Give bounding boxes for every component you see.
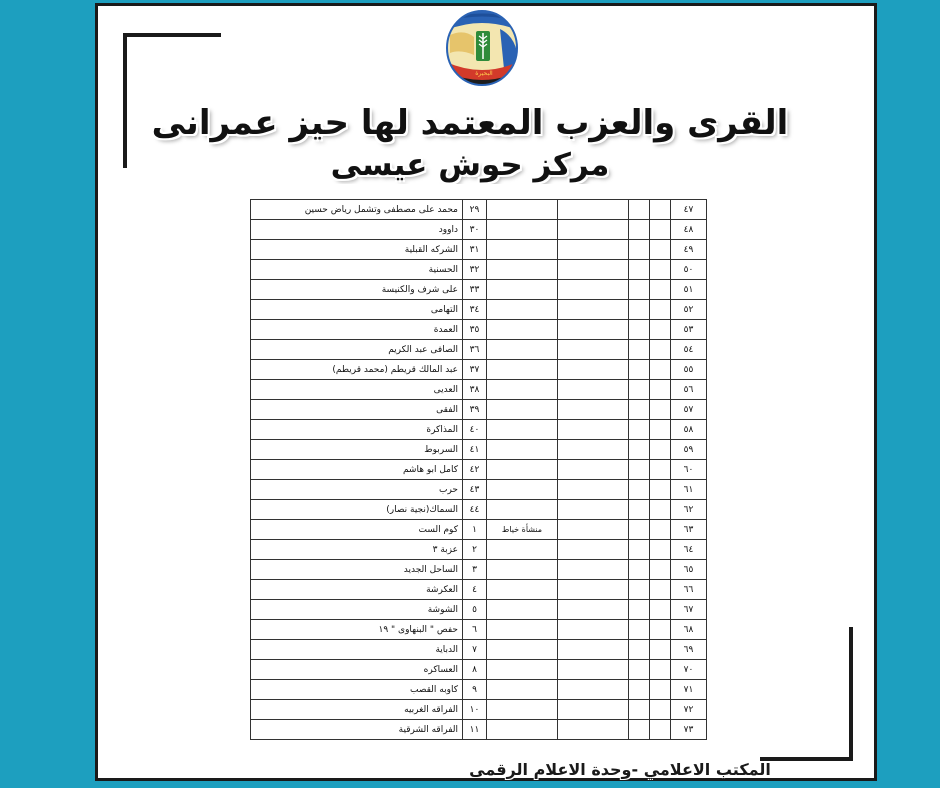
table-row xyxy=(251,660,707,680)
village-name-cell: الفراقه الشرقية xyxy=(251,720,463,740)
empty-cell xyxy=(650,340,671,360)
sequence-cell: ٥ xyxy=(463,600,487,620)
table-row xyxy=(251,300,707,320)
empty-cell xyxy=(629,360,650,380)
empty-cell xyxy=(629,540,650,560)
parent-unit-cell: منشأة خياط xyxy=(487,520,558,540)
empty-cell xyxy=(558,460,629,480)
table-row xyxy=(251,280,707,300)
empty-cell xyxy=(558,720,629,740)
parent-unit-cell xyxy=(487,540,558,560)
empty-cell xyxy=(650,460,671,480)
table-row xyxy=(251,520,707,540)
parent-unit-cell xyxy=(487,620,558,640)
sequence-cell: ٤٤ xyxy=(463,500,487,520)
empty-cell xyxy=(650,700,671,720)
empty-cell xyxy=(558,300,629,320)
table-row xyxy=(251,620,707,640)
table-row xyxy=(251,320,707,340)
table-row xyxy=(251,580,707,600)
empty-cell xyxy=(629,320,650,340)
parent-unit-cell xyxy=(487,320,558,340)
empty-cell xyxy=(558,520,629,540)
row-number-cell: ٤٩ xyxy=(671,240,707,260)
sequence-cell: ٣٨ xyxy=(463,380,487,400)
empty-cell xyxy=(558,320,629,340)
table-row xyxy=(251,720,707,740)
parent-unit-cell xyxy=(487,660,558,680)
sequence-cell: ٢ xyxy=(463,540,487,560)
sequence-cell: ٤ xyxy=(463,580,487,600)
sequence-cell: ٣٤ xyxy=(463,300,487,320)
empty-cell xyxy=(558,540,629,560)
empty-cell xyxy=(650,200,671,220)
sequence-cell: ٣٩ xyxy=(463,400,487,420)
corner-bracket-bottom-right-vertical xyxy=(849,627,853,761)
table-row xyxy=(251,260,707,280)
parent-unit-cell xyxy=(487,260,558,280)
empty-cell xyxy=(558,380,629,400)
village-name-cell: الساحل الجديد xyxy=(251,560,463,580)
village-name-cell: على شرف والكنيسة xyxy=(251,280,463,300)
village-name-cell: الصافى عبد الكريم xyxy=(251,340,463,360)
parent-unit-cell xyxy=(487,340,558,360)
table-row xyxy=(251,500,707,520)
empty-cell xyxy=(650,240,671,260)
empty-cell xyxy=(629,420,650,440)
parent-unit-cell xyxy=(487,680,558,700)
sequence-cell: ٤٣ xyxy=(463,480,487,500)
empty-cell xyxy=(629,300,650,320)
row-number-cell: ٦٦ xyxy=(671,580,707,600)
parent-unit-cell xyxy=(487,500,558,520)
empty-cell xyxy=(650,500,671,520)
empty-cell xyxy=(650,220,671,240)
parent-unit-cell xyxy=(487,600,558,620)
empty-cell xyxy=(558,360,629,380)
table-row xyxy=(251,420,707,440)
table-row xyxy=(251,460,707,480)
sequence-cell: ٣ xyxy=(463,560,487,580)
scanned-document xyxy=(212,184,728,756)
table-row xyxy=(251,380,707,400)
village-name-cell: كوم الست xyxy=(251,520,463,540)
village-name-cell: كامل ابو هاشم xyxy=(251,460,463,480)
table-row xyxy=(251,640,707,660)
sequence-cell: ٧ xyxy=(463,640,487,660)
sequence-cell: ٤٢ xyxy=(463,460,487,480)
parent-unit-cell xyxy=(487,220,558,240)
empty-cell xyxy=(558,620,629,640)
sequence-cell: ٣١ xyxy=(463,240,487,260)
parent-unit-cell xyxy=(487,240,558,260)
table-row xyxy=(251,680,707,700)
parent-unit-cell xyxy=(487,400,558,420)
empty-cell xyxy=(558,240,629,260)
table-row xyxy=(251,340,707,360)
village-name-cell: الشركه القبلية xyxy=(251,240,463,260)
empty-cell xyxy=(629,480,650,500)
page-title: القرى والعزب المعتمد لها حيز عمرانى xyxy=(151,103,789,143)
table-row xyxy=(251,360,707,380)
parent-unit-cell xyxy=(487,280,558,300)
village-name-cell: العديى xyxy=(251,380,463,400)
sequence-cell: ٣٧ xyxy=(463,360,487,380)
row-number-cell: ٧٠ xyxy=(671,660,707,680)
empty-cell xyxy=(629,400,650,420)
logo-caption: البحيرة xyxy=(475,70,493,77)
row-number-cell: ٥٩ xyxy=(671,440,707,460)
row-number-cell: ٥٨ xyxy=(671,420,707,440)
empty-cell xyxy=(650,640,671,660)
row-number-cell: ٦٩ xyxy=(671,640,707,660)
parent-unit-cell xyxy=(487,200,558,220)
village-name-cell: الشوشة xyxy=(251,600,463,620)
parent-unit-cell xyxy=(487,480,558,500)
table-row xyxy=(251,200,707,220)
parent-unit-cell xyxy=(487,380,558,400)
row-number-cell: ٥٤ xyxy=(671,340,707,360)
sequence-cell: ٤١ xyxy=(463,440,487,460)
row-number-cell: ٦٥ xyxy=(671,560,707,580)
sequence-cell: ٨ xyxy=(463,660,487,680)
empty-cell xyxy=(629,440,650,460)
empty-cell xyxy=(558,680,629,700)
row-number-cell: ٦٠ xyxy=(671,460,707,480)
empty-cell xyxy=(650,300,671,320)
sequence-cell: ٣٠ xyxy=(463,220,487,240)
row-number-cell: ٥٣ xyxy=(671,320,707,340)
empty-cell xyxy=(629,560,650,580)
table-row xyxy=(251,560,707,580)
row-number-cell: ٧١ xyxy=(671,680,707,700)
sequence-cell: ٩ xyxy=(463,680,487,700)
empty-cell xyxy=(629,260,650,280)
village-name-cell: العكرشة xyxy=(251,580,463,600)
sequence-cell: ٤٠ xyxy=(463,420,487,440)
empty-cell xyxy=(650,440,671,460)
village-name-cell: العمدة xyxy=(251,320,463,340)
empty-cell xyxy=(558,500,629,520)
empty-cell xyxy=(650,400,671,420)
empty-cell xyxy=(629,700,650,720)
villages-table xyxy=(250,199,707,740)
village-name-cell: التهامى xyxy=(251,300,463,320)
empty-cell xyxy=(558,400,629,420)
row-number-cell: ٧٣ xyxy=(671,720,707,740)
page-subtitle: مركز حوش عيسى xyxy=(330,147,610,183)
empty-cell xyxy=(629,340,650,360)
parent-unit-cell xyxy=(487,300,558,320)
row-number-cell: ٤٧ xyxy=(671,200,707,220)
village-name-cell: السماك(نجية نصار) xyxy=(251,500,463,520)
village-name-cell: المذاكرة xyxy=(251,420,463,440)
sequence-cell: ١٠ xyxy=(463,700,487,720)
sequence-cell: ٦ xyxy=(463,620,487,640)
empty-cell xyxy=(629,580,650,600)
empty-cell xyxy=(650,720,671,740)
table-row xyxy=(251,700,707,720)
row-number-cell: ٦١ xyxy=(671,480,707,500)
sequence-cell: ٢٩ xyxy=(463,200,487,220)
empty-cell xyxy=(629,600,650,620)
empty-cell xyxy=(650,620,671,640)
empty-cell xyxy=(650,280,671,300)
row-number-cell: ٥٠ xyxy=(671,260,707,280)
parent-unit-cell xyxy=(487,640,558,660)
empty-cell xyxy=(558,580,629,600)
empty-cell xyxy=(650,260,671,280)
sequence-cell: ١١ xyxy=(463,720,487,740)
parent-unit-cell xyxy=(487,700,558,720)
village-name-cell: حرب xyxy=(251,480,463,500)
empty-cell xyxy=(558,480,629,500)
empty-cell xyxy=(650,520,671,540)
empty-cell xyxy=(629,200,650,220)
village-name-cell: الدباية xyxy=(251,640,463,660)
empty-cell xyxy=(558,420,629,440)
empty-cell xyxy=(629,380,650,400)
empty-cell xyxy=(558,260,629,280)
sequence-cell: ٣٦ xyxy=(463,340,487,360)
empty-cell xyxy=(650,600,671,620)
empty-cell xyxy=(558,440,629,460)
parent-unit-cell xyxy=(487,580,558,600)
village-name-cell: كاوبه القصب xyxy=(251,680,463,700)
footer-credit: المكتب الاعلامي -وحدة الاعلام الرقمى xyxy=(469,760,771,779)
empty-cell xyxy=(558,600,629,620)
empty-cell xyxy=(650,540,671,560)
parent-unit-cell xyxy=(487,440,558,460)
row-number-cell: ٥٢ xyxy=(671,300,707,320)
empty-cell xyxy=(558,640,629,660)
row-number-cell: ٦٤ xyxy=(671,540,707,560)
empty-cell xyxy=(629,220,650,240)
empty-cell xyxy=(650,560,671,580)
table-row xyxy=(251,220,707,240)
empty-cell xyxy=(629,720,650,740)
table-row xyxy=(251,540,707,560)
table-row xyxy=(251,480,707,500)
village-name-cell: عزبة ٣ xyxy=(251,540,463,560)
empty-cell xyxy=(629,240,650,260)
empty-cell xyxy=(558,220,629,240)
empty-cell xyxy=(558,340,629,360)
parent-unit-cell xyxy=(487,360,558,380)
row-number-cell: ٦٧ xyxy=(671,600,707,620)
village-name-cell: عبد المالك قريطم (محمد قريطم) xyxy=(251,360,463,380)
row-number-cell: ٥٥ xyxy=(671,360,707,380)
row-number-cell: ٤٨ xyxy=(671,220,707,240)
empty-cell xyxy=(650,380,671,400)
village-name-cell: محمد على مصطفى وتشمل رياض حسين xyxy=(251,200,463,220)
empty-cell xyxy=(650,360,671,380)
row-number-cell: ٦٢ xyxy=(671,500,707,520)
corner-bracket-top-left xyxy=(123,33,221,37)
empty-cell xyxy=(629,640,650,660)
table-row xyxy=(251,240,707,260)
empty-cell xyxy=(629,500,650,520)
empty-cell xyxy=(558,280,629,300)
empty-cell xyxy=(629,520,650,540)
empty-cell xyxy=(650,480,671,500)
empty-cell xyxy=(650,660,671,680)
empty-cell xyxy=(629,680,650,700)
village-name-cell: العساكره xyxy=(251,660,463,680)
empty-cell xyxy=(629,660,650,680)
empty-cell xyxy=(558,660,629,680)
sequence-cell: ٣٢ xyxy=(463,260,487,280)
village-name-cell: داوود xyxy=(251,220,463,240)
row-number-cell: ٦٨ xyxy=(671,620,707,640)
empty-cell xyxy=(650,320,671,340)
row-number-cell: ٥٧ xyxy=(671,400,707,420)
table-row xyxy=(251,440,707,460)
row-number-cell: ٧٢ xyxy=(671,700,707,720)
empty-cell xyxy=(650,580,671,600)
empty-cell xyxy=(558,560,629,580)
table-row xyxy=(251,400,707,420)
village-name-cell: الحسنية xyxy=(251,260,463,280)
governorate-logo xyxy=(444,9,520,89)
empty-cell xyxy=(558,700,629,720)
village-name-cell: الفراقه الغربيه xyxy=(251,700,463,720)
sequence-cell: ١ xyxy=(463,520,487,540)
empty-cell xyxy=(629,280,650,300)
parent-unit-cell xyxy=(487,420,558,440)
empty-cell xyxy=(629,620,650,640)
empty-cell xyxy=(650,420,671,440)
sequence-cell: ٣٣ xyxy=(463,280,487,300)
village-name-cell: السربوط xyxy=(251,440,463,460)
parent-unit-cell xyxy=(487,560,558,580)
village-name-cell: الفقى xyxy=(251,400,463,420)
row-number-cell: ٥١ xyxy=(671,280,707,300)
empty-cell xyxy=(650,680,671,700)
empty-cell xyxy=(629,460,650,480)
row-number-cell: ٦٣ xyxy=(671,520,707,540)
empty-cell xyxy=(558,200,629,220)
row-number-cell: ٥٦ xyxy=(671,380,707,400)
parent-unit-cell xyxy=(487,720,558,740)
sequence-cell: ٣٥ xyxy=(463,320,487,340)
village-name-cell: حفص " البنهاوى " ١٩ xyxy=(251,620,463,640)
table-row xyxy=(251,600,707,620)
parent-unit-cell xyxy=(487,460,558,480)
